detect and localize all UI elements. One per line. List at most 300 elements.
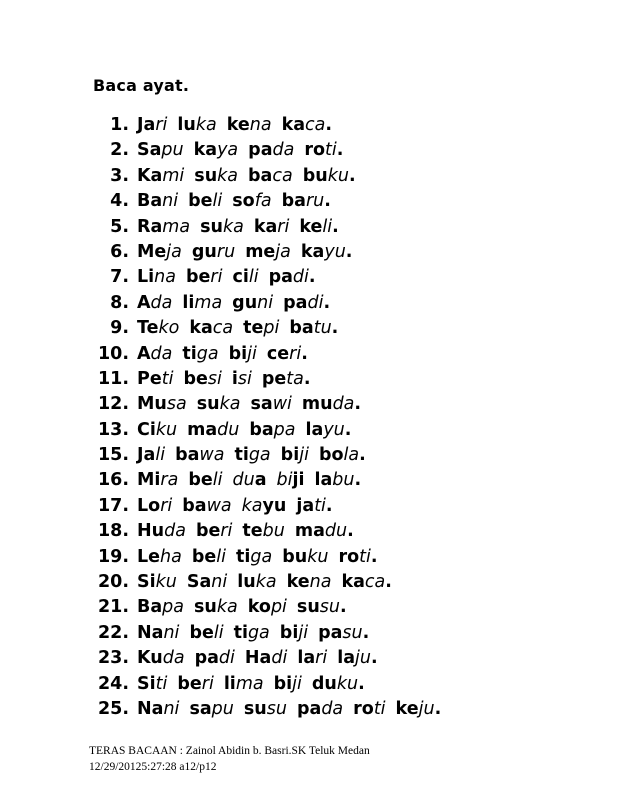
sentence-line bbox=[0, 291, 638, 316]
sentence-number: 7. bbox=[110, 267, 129, 288]
sentence-word bbox=[303, 166, 349, 186]
syllable-bold: Ku bbox=[137, 648, 163, 669]
sentence-word bbox=[245, 242, 291, 262]
sentence-word bbox=[189, 623, 223, 643]
syllable-bold: lu bbox=[237, 572, 256, 593]
sentence-word bbox=[192, 547, 226, 567]
syllable-italic: ca bbox=[364, 572, 386, 593]
sentence-text bbox=[137, 113, 332, 138]
sentence-text bbox=[137, 240, 352, 265]
syllable-italic: ka bbox=[195, 115, 217, 135]
syllable-bold: pe bbox=[261, 368, 287, 389]
sentence-number: 21. bbox=[97, 597, 129, 618]
sentence-word bbox=[195, 648, 235, 668]
sentence-line bbox=[0, 215, 638, 240]
sentence-period: . bbox=[344, 419, 352, 440]
syllable-italic: pi bbox=[270, 597, 287, 618]
sentence-line bbox=[0, 189, 638, 214]
syllable-bold: Na bbox=[137, 698, 164, 719]
sentence-word bbox=[338, 547, 370, 567]
syllable-bold: so bbox=[232, 191, 255, 212]
syllable-italic: ri bbox=[289, 343, 302, 364]
sentence-number: 22. bbox=[97, 622, 129, 643]
syllable-bold: ke bbox=[226, 115, 250, 135]
syllable-bold: i bbox=[231, 368, 238, 389]
syllable-italic: ja bbox=[275, 241, 291, 262]
syllable-italic: ti bbox=[325, 140, 337, 161]
syllable-bold: bu bbox=[282, 546, 308, 567]
sentence-word bbox=[244, 699, 287, 719]
sentence-word bbox=[262, 369, 304, 389]
syllable-italic: ku bbox=[155, 419, 178, 440]
syllable-italic: yu bbox=[323, 419, 345, 440]
sentence-word bbox=[274, 674, 302, 694]
sentence-word bbox=[182, 496, 231, 516]
syllable-italic: du bbox=[232, 470, 255, 491]
syllable-bold: ce bbox=[266, 343, 290, 364]
sentence-word bbox=[137, 140, 184, 160]
syllable-italic: sa bbox=[166, 394, 187, 415]
syllable-bold: pa bbox=[296, 698, 322, 719]
syllable-bold: ba bbox=[289, 318, 314, 339]
sentence-text bbox=[137, 367, 310, 392]
syllable-bold: su bbox=[200, 216, 223, 237]
syllable-italic: ni bbox=[211, 572, 228, 593]
sentence-word bbox=[304, 140, 336, 160]
syllable-italic: ti bbox=[373, 698, 386, 719]
syllable-bold: ke bbox=[395, 698, 419, 719]
sentence-word bbox=[196, 521, 232, 541]
sentence-word bbox=[269, 267, 309, 287]
sentence-word bbox=[302, 394, 355, 414]
sentence-number: 8. bbox=[110, 292, 129, 313]
syllable-italic: ta bbox=[286, 368, 304, 389]
sentence-word bbox=[137, 699, 179, 719]
syllable-bold: me bbox=[245, 241, 276, 262]
syllable-italic: ri bbox=[155, 115, 168, 135]
sentence-period: . bbox=[308, 267, 316, 288]
syllable-bold: ko bbox=[247, 597, 271, 618]
syllable-bold: ba bbox=[281, 191, 306, 212]
syllable-italic: fa bbox=[254, 191, 272, 212]
sentence-line bbox=[0, 367, 638, 392]
sentence-line bbox=[0, 468, 638, 493]
sentence-number: 16. bbox=[97, 470, 129, 491]
sentence-word bbox=[282, 191, 325, 211]
sentence-word bbox=[137, 420, 177, 440]
sentence-word bbox=[312, 674, 358, 694]
syllable-bold: la bbox=[297, 648, 316, 669]
syllable-bold: mu bbox=[301, 394, 333, 415]
syllable-italic: tu bbox=[313, 318, 332, 339]
syllable-italic: di bbox=[292, 267, 309, 288]
sentence-text bbox=[137, 164, 356, 189]
syllable-bold: sa bbox=[250, 394, 273, 415]
sentence-word bbox=[200, 217, 244, 237]
sentence-word bbox=[282, 115, 326, 135]
sentence-word bbox=[175, 445, 224, 465]
sentence-word bbox=[189, 318, 233, 338]
syllable-italic: wa bbox=[199, 445, 225, 466]
syllable-bold: ti bbox=[236, 546, 251, 567]
syllable-bold: ro bbox=[338, 546, 360, 567]
sentence-word bbox=[248, 597, 287, 617]
syllable-bold: bi bbox=[280, 445, 300, 466]
sentence-text bbox=[137, 418, 351, 443]
syllable-bold: Ci bbox=[137, 419, 156, 440]
sentence-word bbox=[234, 623, 270, 643]
syllable-bold: li bbox=[223, 673, 236, 694]
sentence-word bbox=[295, 521, 347, 541]
sentence-word bbox=[137, 648, 185, 668]
sentence-word bbox=[318, 623, 363, 643]
syllable-italic: ku bbox=[327, 165, 349, 186]
syllable-italic: si bbox=[237, 368, 252, 389]
sentence-word bbox=[137, 166, 184, 186]
sentence-word bbox=[192, 242, 235, 262]
syllable-italic: da bbox=[272, 140, 295, 161]
sentence-word bbox=[297, 597, 340, 617]
sentence-word bbox=[277, 470, 305, 490]
sentence-number: 2. bbox=[110, 140, 129, 161]
sentence-number: 18. bbox=[97, 521, 129, 542]
sentence-period: . bbox=[325, 495, 333, 516]
syllable-bold: ba bbox=[175, 445, 200, 466]
syllable-bold: ro bbox=[353, 698, 374, 719]
syllable-bold: du bbox=[311, 673, 337, 694]
sentence-word bbox=[183, 369, 221, 389]
syllable-italic: ni bbox=[162, 191, 179, 212]
sentence-line bbox=[0, 646, 638, 671]
sentence-word bbox=[137, 394, 187, 414]
syllable-bold: su bbox=[194, 165, 218, 186]
syllable-bold: ti bbox=[234, 445, 249, 466]
syllable-italic: du bbox=[217, 419, 240, 440]
syllable-bold: Ja bbox=[137, 445, 156, 466]
sentence-word bbox=[182, 344, 218, 364]
sentence-word bbox=[229, 344, 257, 364]
syllable-bold: su bbox=[296, 597, 320, 618]
syllable-bold: Si bbox=[137, 673, 156, 694]
syllable-italic: da bbox=[150, 343, 173, 364]
syllable-bold: ka bbox=[281, 115, 306, 135]
sentence-text bbox=[137, 316, 338, 341]
sentence-line bbox=[0, 545, 638, 570]
sentence-text bbox=[137, 189, 331, 214]
syllable-bold: su bbox=[196, 394, 220, 415]
syllable-bold: ka bbox=[253, 216, 278, 237]
sentence-number: 3. bbox=[110, 165, 129, 186]
syllable-italic: ha bbox=[160, 546, 182, 567]
sentence-word bbox=[137, 496, 172, 516]
page-title: Baca ayat. bbox=[93, 76, 190, 95]
syllable-bold: Li bbox=[137, 267, 155, 288]
syllable-italic: ti bbox=[155, 673, 168, 694]
sentence-number: 20. bbox=[97, 572, 129, 593]
syllable-bold: su bbox=[243, 698, 267, 719]
syllable-italic: li bbox=[213, 622, 224, 643]
syllable-italic: ra bbox=[160, 470, 179, 491]
syllable-italic: su bbox=[342, 622, 363, 643]
sentence-word bbox=[319, 445, 359, 465]
sentence-period: . bbox=[325, 115, 333, 135]
syllable-bold: ro bbox=[304, 140, 326, 161]
sentence-word bbox=[337, 648, 371, 668]
sentence-period: . bbox=[354, 470, 362, 491]
syllable-bold: ba bbox=[248, 165, 273, 186]
sentence-period: . bbox=[362, 622, 370, 643]
syllable-bold: ke bbox=[286, 572, 310, 593]
syllable-italic: ju bbox=[418, 698, 435, 719]
sentence-period: . bbox=[348, 165, 356, 186]
syllable-italic: ju bbox=[355, 648, 371, 669]
sentence-number: 9. bbox=[110, 318, 129, 339]
syllable-italic: ko bbox=[158, 318, 180, 339]
syllable-italic: da bbox=[162, 648, 185, 669]
syllable-italic: ya bbox=[217, 140, 239, 161]
sentence-word bbox=[224, 674, 264, 694]
syllable-bold: ti bbox=[233, 622, 248, 643]
sentence-word bbox=[341, 572, 385, 592]
syllable-italic: ti bbox=[161, 368, 174, 389]
syllable-italic: wa bbox=[206, 495, 232, 516]
sentence-line bbox=[0, 392, 638, 417]
sentence-word bbox=[287, 572, 332, 592]
syllable-italic: ji bbox=[292, 673, 302, 694]
syllable-italic: ru bbox=[216, 241, 236, 262]
syllable-italic: ji bbox=[247, 343, 257, 364]
sentence-word bbox=[250, 394, 291, 414]
syllable-italic: ri bbox=[315, 648, 328, 669]
sentence-word bbox=[137, 318, 179, 338]
syllable-bold: la bbox=[337, 648, 356, 669]
sentence-word bbox=[243, 318, 279, 338]
syllable-bold: ma bbox=[294, 521, 325, 542]
sentence-word bbox=[232, 267, 258, 287]
sentence-word bbox=[187, 572, 227, 592]
syllable-bold: Te bbox=[137, 318, 159, 339]
syllable-bold: Lo bbox=[137, 495, 161, 516]
sentence-period: . bbox=[354, 394, 362, 415]
sentence-line bbox=[0, 443, 638, 468]
syllable-bold: bu bbox=[302, 165, 328, 186]
syllable-bold: ci bbox=[232, 267, 249, 288]
syllable-italic: ru bbox=[305, 191, 325, 212]
syllable-italic: pu bbox=[211, 698, 234, 719]
sentence-word bbox=[296, 496, 326, 516]
syllable-bold: gu bbox=[232, 292, 258, 313]
syllable-italic: pi bbox=[263, 318, 280, 339]
sentence-line bbox=[0, 570, 638, 595]
sentence-word bbox=[194, 597, 238, 617]
syllable-bold: A bbox=[137, 343, 151, 364]
sentence-number: 25. bbox=[97, 698, 129, 719]
syllable-italic: di bbox=[307, 292, 324, 313]
sentence-word bbox=[137, 217, 190, 237]
sentence-text bbox=[137, 672, 365, 697]
syllable-bold: be bbox=[177, 673, 202, 694]
syllable-bold: Na bbox=[137, 622, 164, 643]
syllable-bold: pa bbox=[318, 622, 343, 643]
syllable-italic: da bbox=[332, 394, 355, 415]
sentence-period: . bbox=[385, 572, 392, 593]
sentence-word bbox=[232, 369, 252, 389]
syllable-bold: ka bbox=[300, 241, 325, 262]
syllable-italic: ka bbox=[217, 165, 239, 186]
sentence-text bbox=[137, 697, 441, 722]
sentence-word bbox=[234, 445, 270, 465]
syllable-italic: bu bbox=[332, 470, 355, 491]
syllable-italic: da bbox=[321, 698, 344, 719]
syllable-italic: li bbox=[212, 191, 223, 212]
sentence-word bbox=[137, 115, 167, 135]
sentence-period: . bbox=[340, 597, 347, 618]
syllable-italic: li bbox=[248, 267, 259, 288]
syllable-italic: ja bbox=[166, 241, 182, 262]
sentence-period: . bbox=[371, 648, 378, 669]
sentence-line bbox=[0, 418, 638, 443]
syllable-italic: la bbox=[343, 445, 360, 466]
syllable-bold: ka bbox=[193, 140, 218, 161]
syllable-italic: di bbox=[271, 648, 288, 669]
sentence-line bbox=[0, 316, 638, 341]
sentence-word bbox=[237, 572, 276, 592]
sentence-line bbox=[0, 621, 638, 646]
sentence-line bbox=[0, 164, 638, 189]
syllable-italic: ka bbox=[219, 394, 241, 415]
syllable-italic: li bbox=[155, 445, 166, 466]
syllable-italic: ji bbox=[298, 622, 309, 643]
syllable-italic: ni bbox=[257, 292, 274, 313]
syllable-italic: ti bbox=[359, 546, 371, 567]
sentence-line bbox=[0, 519, 638, 544]
syllable-bold: bi bbox=[228, 343, 248, 364]
syllable-bold: ti bbox=[182, 343, 197, 364]
sentence-word bbox=[137, 369, 173, 389]
syllable-bold: Ra bbox=[137, 216, 163, 237]
sentence-word bbox=[242, 521, 284, 541]
sentence-text bbox=[137, 468, 361, 493]
syllable-italic: ma bbox=[235, 673, 264, 694]
syllable-bold: Ba bbox=[137, 597, 163, 618]
sentence-word bbox=[182, 293, 222, 313]
sentence-word bbox=[227, 115, 272, 135]
syllable-bold: ja bbox=[296, 495, 315, 516]
sentence-word bbox=[314, 470, 354, 490]
sentence-word bbox=[245, 648, 287, 668]
syllable-bold: ba bbox=[249, 419, 274, 440]
syllable-bold: gu bbox=[191, 241, 217, 262]
sentence-word bbox=[188, 191, 222, 211]
syllable-italic: ri bbox=[220, 521, 233, 542]
sentence-word bbox=[137, 623, 179, 643]
syllable-bold: la bbox=[314, 470, 333, 491]
syllable-italic: na bbox=[249, 115, 272, 135]
sentence-period: . bbox=[331, 318, 339, 339]
sentence-word bbox=[280, 623, 308, 643]
sentence-text bbox=[137, 138, 343, 163]
syllable-bold: yu bbox=[262, 495, 287, 516]
sentence-word bbox=[137, 521, 186, 541]
syllable-bold: pa bbox=[248, 140, 273, 161]
sentence-text bbox=[137, 595, 347, 620]
sentence-number: 10. bbox=[97, 343, 129, 364]
syllable-bold: ka bbox=[189, 318, 213, 339]
syllable-italic: ma bbox=[194, 292, 223, 313]
syllable-italic: bi bbox=[276, 470, 293, 491]
sentence-word bbox=[299, 217, 332, 237]
syllable-italic: si bbox=[207, 368, 222, 389]
syllable-italic: ku bbox=[155, 572, 177, 593]
syllable-italic: na bbox=[309, 572, 332, 593]
syllable-italic: ka bbox=[216, 597, 238, 618]
sentence-text bbox=[137, 570, 392, 595]
sentence-word bbox=[297, 648, 327, 668]
sentence-number: 23. bbox=[97, 648, 129, 669]
sentence-period: . bbox=[347, 521, 354, 542]
sentence-line bbox=[0, 672, 638, 697]
syllable-bold: sa bbox=[189, 698, 212, 719]
syllable-italic: ga bbox=[248, 445, 271, 466]
sentence-text bbox=[137, 646, 378, 671]
sentence-line bbox=[0, 494, 638, 519]
sentence-period: . bbox=[358, 673, 365, 694]
syllable-bold: Mu bbox=[137, 394, 167, 415]
syllable-italic: na bbox=[154, 267, 176, 288]
syllable-italic: ka bbox=[255, 572, 277, 593]
sentence-word bbox=[306, 420, 345, 440]
syllable-bold: be bbox=[188, 470, 213, 491]
sentence-text bbox=[137, 443, 366, 468]
syllable-bold: pa bbox=[194, 648, 219, 669]
syllable-italic: pu bbox=[161, 140, 184, 161]
syllable-bold: ji bbox=[292, 470, 305, 491]
sentence-word bbox=[232, 470, 266, 490]
sentence-word bbox=[137, 597, 184, 617]
syllable-bold: Ha bbox=[244, 648, 272, 669]
sentence-word bbox=[248, 140, 294, 160]
sentence-word bbox=[137, 242, 182, 262]
sentence-word bbox=[188, 470, 222, 490]
syllable-bold: ke bbox=[299, 216, 323, 237]
sentence-word bbox=[137, 572, 177, 592]
syllable-bold: be bbox=[191, 546, 217, 567]
sentence-period: . bbox=[359, 445, 366, 466]
sentence-period: . bbox=[345, 241, 353, 262]
syllable-bold: bi bbox=[273, 673, 293, 694]
sentence-text bbox=[137, 342, 308, 367]
sentence-word bbox=[137, 445, 165, 465]
syllable-italic: ca bbox=[212, 318, 234, 339]
sentence-word bbox=[242, 496, 287, 516]
sentence-line bbox=[0, 240, 638, 265]
sentence-period: . bbox=[332, 216, 339, 237]
syllable-bold: ma bbox=[187, 419, 218, 440]
sentence-word bbox=[186, 267, 222, 287]
sentence-period: . bbox=[323, 292, 331, 313]
syllable-bold: Me bbox=[137, 241, 167, 262]
sentence-line bbox=[0, 595, 638, 620]
sentence-list bbox=[0, 113, 638, 722]
sentence-line bbox=[0, 113, 638, 138]
syllable-bold: bi bbox=[279, 622, 299, 643]
sentence-word bbox=[267, 344, 301, 364]
sentence-word bbox=[301, 242, 346, 262]
sentence-number: 11. bbox=[97, 368, 129, 389]
sentence-period: . bbox=[370, 546, 378, 567]
sentence-word bbox=[282, 547, 328, 567]
syllable-bold: pa bbox=[283, 292, 308, 313]
